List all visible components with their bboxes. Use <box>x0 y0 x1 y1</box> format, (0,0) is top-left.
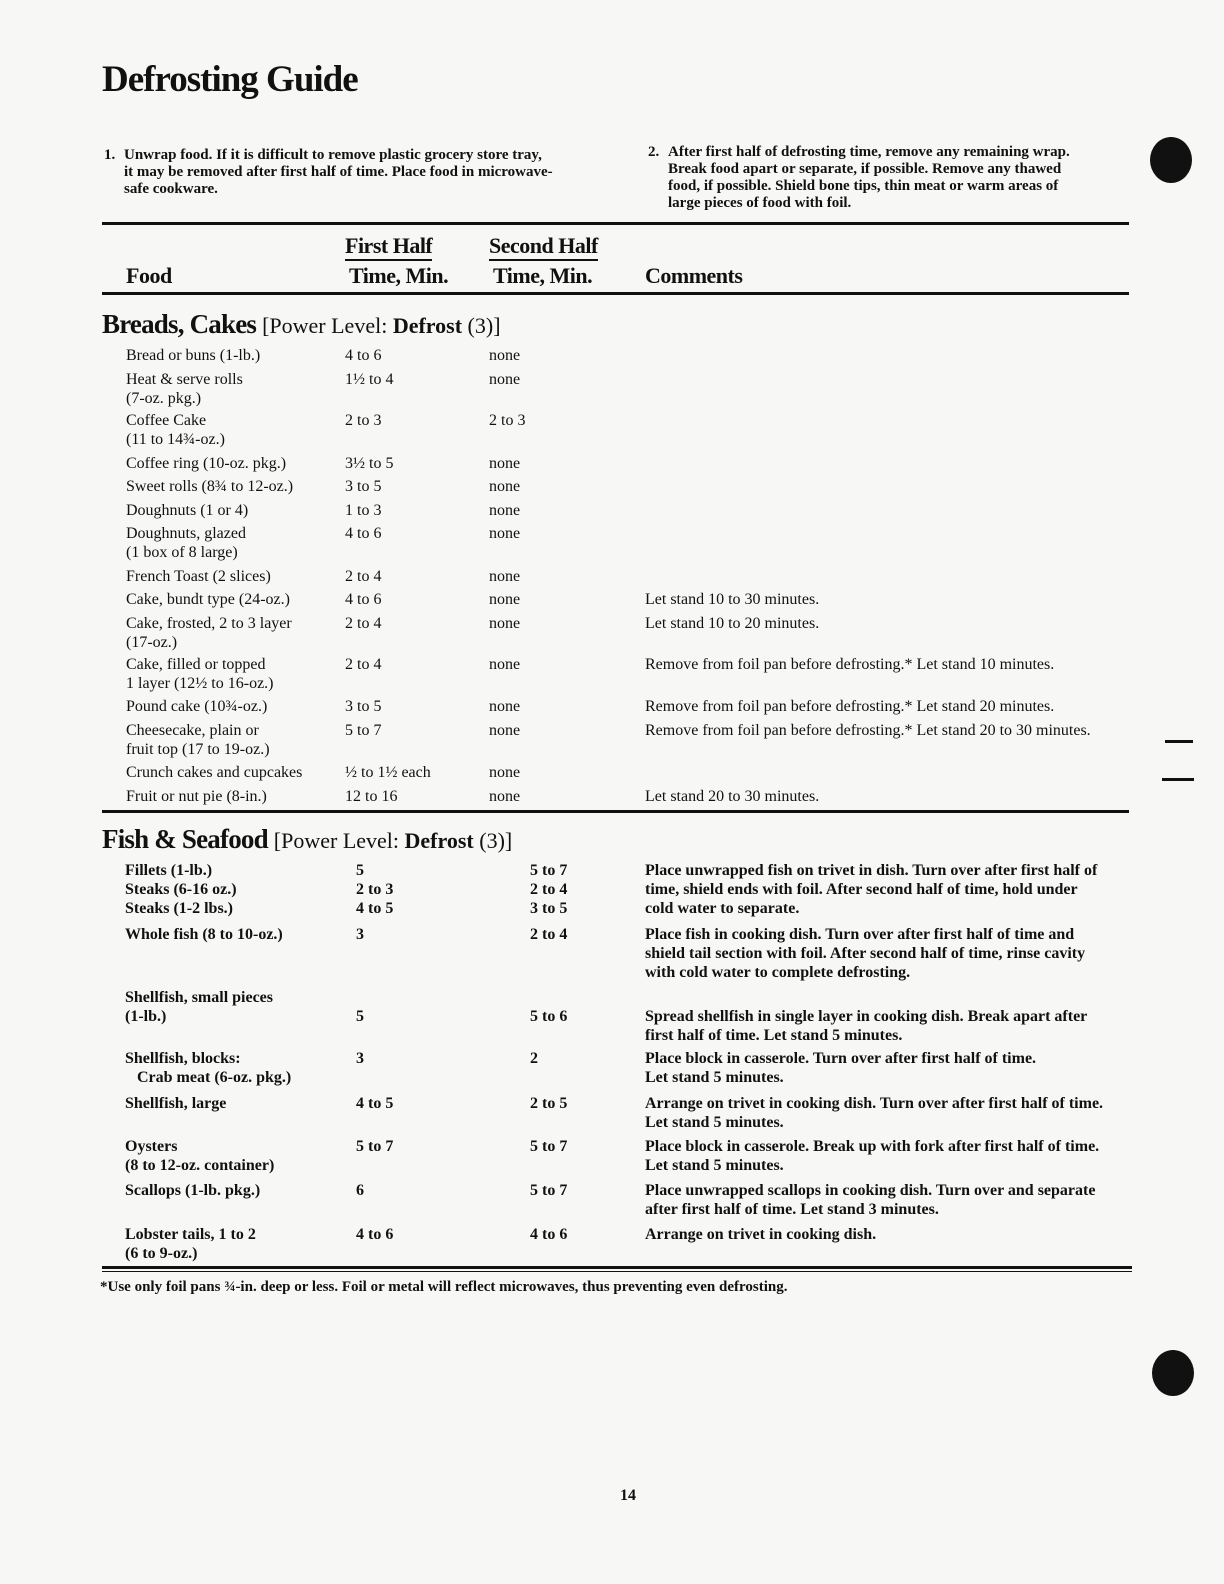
food-cell-line: Coffee Cake <box>126 412 207 429</box>
comment-cell-line: Let stand 20 to 30 minutes. <box>645 788 820 805</box>
instruction-1 <box>104 147 624 198</box>
food-cell-line: Lobster tails, 1 to 2 <box>125 1226 256 1243</box>
comment-cell-line: first half of time. Let stand 5 minutes. <box>645 1027 903 1044</box>
second-half-time-cell-line: none <box>489 371 521 388</box>
first-half-time-cell <box>345 346 381 365</box>
food-cell-line: Cake, frosted, 2 to 3 layer <box>126 615 292 632</box>
food-cell-line: Oysters <box>125 1138 178 1155</box>
second-half-time-cell-line <box>530 988 567 1007</box>
first-half-time-cell <box>356 925 364 944</box>
food-cell-line: Bread or buns (1-lb.) <box>126 347 261 364</box>
second-half-time-cell <box>489 370 520 389</box>
food-cell <box>126 787 267 806</box>
first-half-time-cell <box>345 477 381 496</box>
second-half-time-cell-line: 5 to 7 <box>530 862 568 879</box>
power-level-value: Defrost <box>392 313 463 338</box>
instruction-number: 1. <box>104 147 116 163</box>
first-half-time-cell <box>356 1225 393 1244</box>
section-divider-rule <box>102 810 1129 813</box>
instruction-line: it may be removed after first half of time. Place food in microwave- <box>124 164 553 180</box>
page-number: 14 <box>620 1487 636 1504</box>
second-half-time-cell <box>489 567 520 586</box>
first-half-time-cell <box>345 697 381 716</box>
instruction-line: food, if possible. Shield bone tips, thin meat or warm areas of <box>668 178 1059 194</box>
food-cell-line: Doughnuts (1 or 4) <box>126 502 249 519</box>
food-cell <box>126 524 246 562</box>
second-half-time-cell <box>530 1225 567 1244</box>
second-half-time-cell <box>530 861 567 918</box>
instruction-line: Break food apart or separate, if possible. Remove any thawed <box>668 161 1062 177</box>
first-half-time-cell <box>345 411 381 430</box>
second-half-time-cell-line: 5 to 7 <box>530 1138 568 1155</box>
first-half-time-cell <box>356 1094 393 1113</box>
second-half-time-cell-line: 3 to 5 <box>530 900 568 917</box>
second-half-time-cell-line: 2 to 5 <box>530 1095 568 1112</box>
food-cell-line: Cake, bundt type (24-oz.) <box>126 591 290 608</box>
comment-cell <box>645 1137 1099 1175</box>
first-half-time-cell-line: 3 <box>356 1050 364 1067</box>
food-cell-line: Cheesecake, plain or <box>126 722 259 739</box>
food-column-header: Food <box>126 263 172 288</box>
second-half-time-cell <box>489 763 520 782</box>
second-half-time-cell-line: none <box>489 568 521 585</box>
first-half-time-cell <box>345 721 381 740</box>
first-half-time-cell-line: 3½ to 5 <box>345 455 394 472</box>
food-cell <box>126 590 290 609</box>
table-bottom-rule-thin <box>102 1271 1132 1272</box>
instruction-line: After first half of defrosting time, remove any remaining wrap. <box>668 144 1070 160</box>
food-cell-line: Crunch cakes and cupcakes <box>126 764 303 781</box>
first-half-time-cell-line: 4 to 5 <box>356 1095 394 1112</box>
first-half-time-cell-line: 2 to 3 <box>356 881 394 898</box>
food-cell-line: Shellfish, small pieces <box>125 989 274 1006</box>
food-cell-line: Fillets (1-lb.) <box>125 862 213 879</box>
comment-cell-line: time, shield ends with foil. After second half of time, hold under <box>645 881 1078 898</box>
second-half-time-cell-line: none <box>489 455 521 472</box>
first-half-time-cell-line: 12 to 16 <box>345 788 398 805</box>
instruction-number: 2. <box>648 144 660 160</box>
comment-cell-line: Remove from foil pan before defrosting.* Let stand 20 minutes. <box>645 698 1055 715</box>
second-half-time-cell <box>489 524 520 543</box>
second-half-time-cell <box>489 501 520 520</box>
second-half-time-cell-line: none <box>489 788 521 805</box>
first-half-time-cell <box>356 1181 364 1200</box>
comment-cell <box>645 1225 876 1244</box>
first-half-time-cell-line: 2 to 4 <box>345 568 382 585</box>
instruction-line: safe cookware. <box>124 181 218 197</box>
comment-cell <box>645 590 819 609</box>
food-cell-line: Doughnuts, glazed <box>126 525 246 542</box>
comment-cell <box>645 861 1097 918</box>
first-half-time-cell-line: 3 to 5 <box>345 698 382 715</box>
punch-hole-mark <box>1150 137 1192 183</box>
second-half-time-cell <box>489 411 525 430</box>
comment-cell <box>645 614 819 633</box>
first-half-time-cell-line: 3 <box>356 926 364 943</box>
comments-column-header: Comments <box>645 263 743 288</box>
comment-cell-line: Remove from foil pan before defrosting.* Let stand 10 minutes. <box>645 656 1055 673</box>
first-half-time-cell-line: 5 to 7 <box>345 722 382 739</box>
food-cell <box>126 697 267 716</box>
food-cell-line: Cake, filled or topped <box>126 656 266 673</box>
power-level-prefix: [Power Level: <box>262 313 393 338</box>
punch-hole-mark <box>1152 1350 1194 1396</box>
second-half-time-cell-line: none <box>489 347 521 364</box>
food-cell-line: (11 to 14¾-oz.) <box>126 431 225 448</box>
second-half-time-cell-line: none <box>489 525 521 542</box>
food-cell-line: (1-lb.) <box>125 1008 167 1025</box>
margin-mark <box>1162 778 1194 781</box>
power-level-value: Defrost <box>404 828 474 853</box>
food-cell <box>126 655 274 693</box>
comment-cell-line: Let stand 5 minutes. <box>645 1114 784 1131</box>
second-half-time-cell <box>530 1049 538 1068</box>
comment-cell <box>645 655 1054 674</box>
food-cell <box>126 477 293 496</box>
food-cell <box>125 1137 274 1175</box>
second-half-time-cell <box>530 1094 567 1113</box>
food-cell-line: (1 box of 8 large) <box>126 544 238 561</box>
first-half-time-cell <box>356 1049 364 1068</box>
comment-cell-line: Let stand 10 to 30 minutes. <box>645 591 820 608</box>
food-cell-line: Whole fish (8 to 10-oz.) <box>125 926 283 943</box>
comment-cell-line: Place fish in cooking dish. Turn over after first half of time and <box>645 926 1075 943</box>
first-half-time-cell <box>356 988 364 1026</box>
comment-cell <box>645 925 1085 982</box>
comment-cell-line: shield tail section with foil. After second half of time, rinse cavity <box>645 945 1086 962</box>
first-half-time-cell-line: 4 to 5 <box>356 900 394 917</box>
table-bottom-rule <box>102 1266 1132 1269</box>
second-half-time-cell <box>489 477 520 496</box>
first-half-time-cell-line: 5 <box>356 1008 364 1025</box>
second-half-time-cell-line: 2 <box>530 1050 538 1067</box>
comment-cell-line: with cold water to complete defrosting. <box>645 964 911 981</box>
first-half-time-cell <box>356 1137 393 1156</box>
power-level <box>262 313 500 338</box>
first-half-time-cell-line: 4 to 6 <box>345 525 382 542</box>
first-half-time-cell <box>345 614 381 633</box>
second-half-time-cell <box>489 655 520 674</box>
first-half-time-cell-line: 2 to 4 <box>345 615 382 632</box>
food-cell <box>126 370 243 408</box>
first-half-header-top: First Half <box>345 233 432 261</box>
food-cell-line: French Toast (2 slices) <box>126 568 271 585</box>
second-half-time-cell <box>489 346 520 365</box>
first-half-time-cell <box>345 454 393 473</box>
comment-cell-line: after first half of time. Let stand 3 minutes. <box>645 1201 939 1218</box>
power-level-prefix: [Power Level: <box>273 828 405 853</box>
first-half-header-bottom: Time, Min. <box>349 263 449 288</box>
margin-mark <box>1165 740 1193 743</box>
comment-cell-line: Arrange on trivet in cooking dish. <box>645 1226 877 1243</box>
food-cell <box>125 861 237 918</box>
second-half-header-top: Second Half <box>489 233 598 261</box>
first-half-time-cell-line: 1½ to 4 <box>345 371 394 388</box>
first-half-time-cell-line <box>356 988 364 1007</box>
second-half-time-cell-line: none <box>489 764 521 781</box>
first-half-time-cell-line: ½ to 1½ each <box>345 764 431 781</box>
comment-cell-line: Arrange on trivet in cooking dish. Turn over after first half of time. <box>645 1095 1104 1112</box>
page-title: Defrosting Guide <box>102 59 358 100</box>
food-cell-line: Scallops (1-lb. pkg.) <box>125 1182 261 1199</box>
food-cell-line: Crab meat (6-oz. pkg.) <box>125 1069 292 1086</box>
food-cell-line: (8 to 12-oz. container) <box>125 1157 275 1174</box>
food-cell <box>126 763 302 782</box>
first-half-time-cell-line: 3 to 5 <box>345 478 382 495</box>
instruction-2 <box>648 144 1128 212</box>
comment-cell-line: Place unwrapped scallops in cooking dish. Turn over and separate <box>645 1182 1096 1199</box>
comment-cell-line: cold water to separate. <box>645 900 800 917</box>
comment-cell-line: Let stand 5 minutes. <box>645 1157 784 1174</box>
second-half-time-cell-line: 5 to 6 <box>530 1008 568 1025</box>
food-cell-line: Fruit or nut pie (8-in.) <box>126 788 267 805</box>
second-half-time-cell <box>530 988 567 1026</box>
comment-cell-line: Place block in casserole. Turn over after first half of time. <box>645 1050 1037 1067</box>
food-cell <box>125 1094 226 1113</box>
comment-cell-line: Spread shellfish in single layer in cooking dish. Break apart after <box>645 1008 1088 1025</box>
comment-cell <box>645 1181 1095 1219</box>
food-cell <box>126 721 270 759</box>
food-cell <box>126 501 248 520</box>
header-top-rule <box>102 222 1129 225</box>
power-level-suffix: (3)] <box>473 828 513 853</box>
second-half-time-cell-line: 2 to 4 <box>530 926 568 943</box>
food-cell-line: Sweet rolls (8¾ to 12-oz.) <box>126 478 294 495</box>
second-half-time-cell-line: none <box>489 722 521 739</box>
first-half-time-cell-line: 5 to 7 <box>356 1138 394 1155</box>
comment-cell <box>645 697 1054 716</box>
second-half-time-cell <box>489 721 520 740</box>
food-cell <box>126 567 271 586</box>
comment-cell <box>645 1049 1036 1087</box>
food-cell <box>125 1049 291 1087</box>
food-cell <box>126 411 225 449</box>
food-cell <box>126 614 292 652</box>
power-level-suffix: (3)] <box>462 313 501 338</box>
comment-cell-line: Let stand 5 minutes. <box>645 1069 784 1086</box>
food-cell <box>126 454 286 473</box>
instruction-line: large pieces of food with foil. <box>668 195 852 211</box>
second-half-time-cell-line: 5 to 7 <box>530 1182 568 1199</box>
comment-cell-line: Place block in casserole. Break up with fork after first half of time. <box>645 1138 1100 1155</box>
second-half-time-cell-line: 2 to 3 <box>489 412 526 429</box>
first-half-time-cell <box>345 763 431 782</box>
food-cell-line: Steaks (1-2 lbs.) <box>125 900 234 917</box>
power-level <box>274 828 512 853</box>
header-bottom-rule <box>102 292 1129 295</box>
first-half-time-cell <box>345 590 381 609</box>
first-half-time-cell <box>345 501 381 520</box>
food-cell-line: 1 layer (12½ to 16-oz.) <box>126 675 274 692</box>
second-half-time-cell <box>489 787 520 806</box>
comment-cell <box>645 721 1091 740</box>
first-half-time-cell <box>345 524 381 543</box>
comment-cell-line <box>645 988 1087 1007</box>
second-half-time-cell <box>489 454 520 473</box>
food-cell <box>125 988 273 1026</box>
first-half-time-cell-line: 4 to 6 <box>356 1226 394 1243</box>
food-cell-line: Coffee ring (10-oz. pkg.) <box>126 455 287 472</box>
first-half-time-cell <box>345 655 381 674</box>
comment-cell <box>645 787 819 806</box>
food-cell-line: fruit top (17 to 19-oz.) <box>126 741 270 758</box>
food-cell-line: Shellfish, large <box>125 1095 227 1112</box>
second-half-header-bottom: Time, Min. <box>493 263 593 288</box>
section-title-fish-seafood <box>102 824 512 855</box>
second-half-time-cell-line: 2 to 4 <box>530 881 568 898</box>
food-cell <box>126 346 260 365</box>
second-half-time-cell-line: none <box>489 502 521 519</box>
second-half-time-cell-line: none <box>489 656 521 673</box>
footnote: *Use only foil pans ¾-in. deep or less. Foil or metal will reflect microwaves, thus preventing even defrosting. <box>100 1279 788 1295</box>
comment-cell-line: Place unwrapped fish on trivet in dish. Turn over after first half of <box>645 862 1098 879</box>
second-half-time-cell <box>489 614 520 633</box>
first-half-time-cell-line: 6 <box>356 1182 364 1199</box>
first-half-time-cell <box>356 861 393 918</box>
first-half-time-cell-line: 2 to 4 <box>345 656 382 673</box>
first-half-time-cell-line: 4 to 6 <box>345 347 382 364</box>
food-cell-line: Pound cake (10¾-oz.) <box>126 698 268 715</box>
section-title-breads-cakes <box>102 309 501 340</box>
first-half-time-cell <box>345 567 381 586</box>
second-half-time-cell <box>530 1137 567 1156</box>
second-half-time-cell <box>530 1181 567 1200</box>
food-cell-line: Shellfish, blocks: <box>125 1050 241 1067</box>
comment-cell-line: Let stand 10 to 20 minutes. <box>645 615 820 632</box>
second-half-time-cell-line: none <box>489 478 521 495</box>
second-half-time-cell <box>530 925 567 944</box>
first-half-time-cell-line: 5 <box>356 862 364 879</box>
food-cell-line: Heat & serve rolls <box>126 371 243 388</box>
first-half-time-cell <box>345 787 397 806</box>
second-half-time-cell-line: none <box>489 591 521 608</box>
section-name: Fish & Seafood <box>102 824 268 854</box>
food-cell <box>125 1181 260 1200</box>
first-half-time-cell-line: 2 to 3 <box>345 412 382 429</box>
second-half-time-cell <box>489 590 520 609</box>
instruction-line: Unwrap food. If it is difficult to remove plastic grocery store tray, <box>124 147 542 163</box>
food-cell-line: Steaks (6-16 oz.) <box>125 881 237 898</box>
food-cell <box>125 925 283 944</box>
comment-cell-line: Remove from foil pan before defrosting.* Let stand 20 to 30 minutes. <box>645 722 1091 739</box>
second-half-time-cell-line: 4 to 6 <box>530 1226 568 1243</box>
first-half-time-cell-line: 1 to 3 <box>345 502 382 519</box>
food-cell <box>125 1225 256 1263</box>
food-cell-line: (6 to 9-oz.) <box>125 1245 198 1262</box>
first-half-time-cell-line: 4 to 6 <box>345 591 382 608</box>
second-half-time-cell <box>489 697 520 716</box>
comment-cell <box>645 988 1087 1045</box>
second-half-time-cell-line: none <box>489 615 521 632</box>
comment-cell <box>645 1094 1103 1132</box>
first-half-time-cell <box>345 370 393 389</box>
food-cell-line: (17-oz.) <box>126 634 178 651</box>
second-half-time-cell-line: none <box>489 698 521 715</box>
food-cell-line: (7-oz. pkg.) <box>126 390 202 407</box>
section-name: Breads, Cakes <box>102 309 257 339</box>
